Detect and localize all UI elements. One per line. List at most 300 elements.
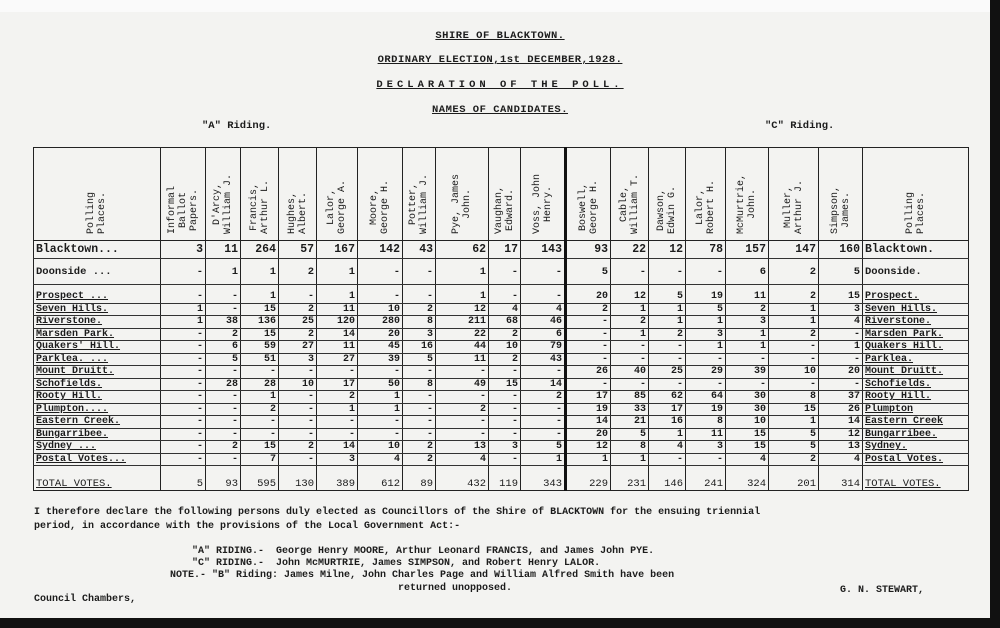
table-row — [34, 428, 969, 441]
vote-count: - — [279, 403, 317, 416]
vote-count: - — [403, 403, 436, 416]
vote-count: - — [206, 403, 241, 416]
vote-count: - — [769, 353, 819, 366]
polling-place-right: Sydney. — [863, 441, 969, 454]
vote-count: 19 — [686, 403, 726, 416]
vote-count: 15 — [726, 441, 769, 454]
column-header — [686, 148, 726, 241]
column-header — [241, 148, 279, 241]
declaration-heading: DECLARATION OF THE POLL. — [376, 79, 624, 91]
vote-count: - — [521, 259, 566, 285]
vote-count: - — [489, 453, 521, 466]
vote-count: 27 — [317, 353, 358, 366]
vote-count: 1 — [611, 328, 649, 341]
vote-count: 12 — [819, 428, 863, 441]
vote-count: 15 — [769, 403, 819, 416]
polling-place: Doonside ... — [34, 259, 161, 285]
column-header-label: D'Arcy, William J. — [212, 173, 234, 234]
column-header — [161, 148, 206, 241]
vote-count: - — [358, 259, 403, 285]
vote-count: - — [161, 391, 206, 404]
vote-count: - — [358, 291, 403, 303]
table-row — [34, 259, 969, 285]
column-header — [34, 148, 161, 241]
vote-count: 143 — [521, 241, 566, 259]
vote-count: 1 — [686, 341, 726, 354]
note-riding-b-line-1: NOTE.- "B" Riding: James Milne, John Charles Page and William Alfred Smith have been — [170, 570, 675, 581]
vote-count: 25 — [649, 366, 686, 379]
riding-c-label: "C" Riding. — [765, 120, 835, 132]
vote-count: - — [206, 366, 241, 379]
vote-count: 6 — [726, 259, 769, 285]
vote-count: 5 — [819, 259, 863, 285]
table-row — [34, 316, 969, 329]
vote-count: - — [279, 366, 317, 379]
vote-count: 8 — [403, 378, 436, 391]
vote-count: - — [726, 353, 769, 366]
vote-count: 2 — [611, 316, 649, 329]
vote-count: 12 — [436, 303, 489, 316]
vote-count: 3 — [819, 303, 863, 316]
election-subtitle: ORDINARY ELECTION,1st DECEMBER,1928. — [377, 54, 623, 66]
vote-count: - — [436, 366, 489, 379]
vote-count: 1 — [317, 291, 358, 303]
vote-count: - — [161, 366, 206, 379]
column-header-label: Muller, Arthur J. — [782, 179, 805, 234]
polling-place-right: Schofields. — [863, 378, 969, 391]
polling-place-right: Quakers Hill. — [863, 341, 969, 354]
polling-place: Riverstone. — [34, 316, 161, 329]
total-row — [34, 472, 969, 491]
vote-count: 85 — [611, 391, 649, 404]
vote-count: 4 — [819, 453, 863, 466]
vote-count: - — [161, 453, 206, 466]
vote-count: - — [566, 316, 611, 329]
vote-count: 14 — [819, 416, 863, 429]
vote-count: 147 — [769, 241, 819, 259]
vote-count: 324 — [726, 472, 769, 491]
candidates-heading: NAMES OF CANDIDATES. — [431, 104, 569, 116]
vote-count: 5 — [566, 259, 611, 285]
column-header — [279, 148, 317, 241]
vote-count: 12 — [649, 241, 686, 259]
vote-count: 10 — [489, 341, 521, 354]
column-header-label: Dawson, Edwin G. — [656, 185, 678, 234]
vote-count: 2 — [403, 303, 436, 316]
vote-count: - — [489, 291, 521, 303]
vote-count: - — [317, 428, 358, 441]
polling-place: Sydney ... — [34, 441, 161, 454]
vote-count: 16 — [649, 416, 686, 429]
vote-count: 1 — [241, 291, 279, 303]
vote-count: 8 — [611, 441, 649, 454]
column-header-label: Lalor, Robert H. — [694, 179, 717, 234]
vote-count: 17 — [566, 391, 611, 404]
polling-place-right: Bungarribee. — [863, 428, 969, 441]
column-header — [863, 148, 969, 241]
column-header-label: Vaughan, Edward. — [493, 185, 516, 234]
vote-count: 93 — [206, 472, 241, 491]
vote-count: - — [649, 378, 686, 391]
vote-count: 49 — [436, 378, 489, 391]
vote-count: 4 — [649, 441, 686, 454]
vote-count: - — [161, 353, 206, 366]
vote-count: 6 — [206, 341, 241, 354]
column-header — [649, 148, 686, 241]
vote-count: 2 — [206, 441, 241, 454]
vote-count: - — [649, 353, 686, 366]
table-row — [34, 291, 969, 303]
vote-count: - — [317, 416, 358, 429]
vote-count: 15 — [241, 303, 279, 316]
vote-count: 30 — [726, 391, 769, 404]
vote-count: - — [611, 259, 649, 285]
vote-count: 25 — [279, 316, 317, 329]
vote-count: - — [403, 366, 436, 379]
vote-count: 11 — [686, 428, 726, 441]
vote-count: - — [649, 341, 686, 354]
table-row — [34, 341, 969, 354]
vote-count: 93 — [566, 241, 611, 259]
vote-count: 7 — [241, 453, 279, 466]
riding-a-label: "A" Riding. — [202, 120, 272, 132]
vote-count: 4 — [436, 453, 489, 466]
column-header — [403, 148, 436, 241]
vote-count: 2 — [241, 403, 279, 416]
polling-place-right: Marsden Park. — [863, 328, 969, 341]
vote-count: 1 — [241, 391, 279, 404]
vote-count: - — [521, 366, 566, 379]
vote-count: 160 — [819, 241, 863, 259]
polling-place: Seven Hills. — [34, 303, 161, 316]
vote-count: 20 — [358, 328, 403, 341]
vote-count: 1 — [161, 303, 206, 316]
vote-count: 89 — [403, 472, 436, 491]
scan-right-edge — [990, 0, 1000, 628]
vote-count: 142 — [358, 241, 403, 259]
vote-count: 1 — [161, 316, 206, 329]
vote-count: 15 — [241, 441, 279, 454]
vote-count: 2 — [726, 303, 769, 316]
vote-count: - — [358, 416, 403, 429]
polling-place-right: Doonside. — [863, 259, 969, 285]
vote-count: 57 — [279, 241, 317, 259]
vote-count: 14 — [317, 328, 358, 341]
vote-count: 2 — [403, 441, 436, 454]
vote-count: 5 — [769, 428, 819, 441]
vote-count: 3 — [686, 328, 726, 341]
vote-count: 10 — [726, 416, 769, 429]
vote-count: 1 — [317, 259, 358, 285]
vote-count: - — [279, 391, 317, 404]
polling-place: Prospect ... — [34, 291, 161, 303]
vote-count: 1 — [241, 259, 279, 285]
vote-count: 8 — [403, 316, 436, 329]
vote-count: 12 — [611, 291, 649, 303]
vote-count: 11 — [726, 291, 769, 303]
column-header-label: Polling Places. — [904, 191, 927, 234]
vote-count: - — [521, 428, 566, 441]
vote-count: 78 — [686, 241, 726, 259]
vote-count: 5 — [206, 353, 241, 366]
vote-count: 26 — [819, 403, 863, 416]
vote-count: - — [279, 453, 317, 466]
vote-count: 2 — [769, 259, 819, 285]
vote-count: - — [241, 416, 279, 429]
vote-count: 46 — [521, 316, 566, 329]
column-header-label: Cable, William T. — [618, 173, 641, 234]
declaration-text-line-2: period, in accordance with the provisions of the Local Government Act:- — [34, 521, 461, 532]
vote-count: 21 — [611, 416, 649, 429]
vote-count: 17 — [489, 241, 521, 259]
vote-count: 1 — [769, 416, 819, 429]
vote-count: 3 — [317, 453, 358, 466]
column-header — [436, 148, 489, 241]
vote-count: 1 — [611, 453, 649, 466]
column-header-label: Pye, James John. — [451, 173, 473, 234]
vote-count: 11 — [317, 341, 358, 354]
vote-count: 26 — [566, 366, 611, 379]
vote-count: 2 — [521, 391, 566, 404]
vote-count: 14 — [566, 416, 611, 429]
vote-count: 1 — [317, 403, 358, 416]
vote-count: 20 — [566, 291, 611, 303]
vote-count: - — [436, 391, 489, 404]
table-row — [34, 441, 969, 454]
vote-count: 27 — [279, 341, 317, 354]
vote-count: - — [358, 428, 403, 441]
vote-count: 4 — [521, 303, 566, 316]
polling-place: Postal Votes... — [34, 453, 161, 466]
vote-count: 59 — [241, 341, 279, 354]
polling-place: Quakers' Hill. — [34, 341, 161, 354]
vote-count: - — [161, 259, 206, 285]
vote-count: 12 — [566, 441, 611, 454]
polling-place-right: Eastern Creek — [863, 416, 969, 429]
vote-count: 1 — [649, 316, 686, 329]
vote-count: 15 — [241, 328, 279, 341]
vote-count: 20 — [819, 366, 863, 379]
vote-count: 5 — [649, 291, 686, 303]
table-row — [34, 378, 969, 391]
polling-place-right: Parklea. — [863, 353, 969, 366]
column-header-label: Simpson, James. — [829, 185, 852, 234]
vote-count: 595 — [241, 472, 279, 491]
vote-count: 3 — [726, 316, 769, 329]
vote-count: 2 — [403, 453, 436, 466]
vote-count: 612 — [358, 472, 403, 491]
vote-count: 2 — [649, 328, 686, 341]
vote-count: 6 — [521, 328, 566, 341]
vote-count: 13 — [819, 441, 863, 454]
vote-count: 10 — [279, 378, 317, 391]
table-row — [34, 416, 969, 429]
vote-count: 1 — [819, 341, 863, 354]
vote-count: - — [819, 328, 863, 341]
vote-count: - — [489, 416, 521, 429]
vote-count: 79 — [521, 341, 566, 354]
vote-count: 1 — [436, 291, 489, 303]
vote-count: 8 — [769, 391, 819, 404]
vote-count: 10 — [769, 366, 819, 379]
vote-count: 343 — [521, 472, 566, 491]
vote-count: 29 — [686, 366, 726, 379]
vote-count: 4 — [358, 453, 403, 466]
table-row — [34, 453, 969, 466]
vote-count: 40 — [611, 366, 649, 379]
vote-count: 44 — [436, 341, 489, 354]
column-header — [769, 148, 819, 241]
vote-count: 2 — [279, 259, 317, 285]
vote-count: - — [317, 366, 358, 379]
vote-count: - — [436, 428, 489, 441]
vote-count: 167 — [317, 241, 358, 259]
table-row — [34, 403, 969, 416]
vote-count: 11 — [206, 241, 241, 259]
vote-count: - — [611, 353, 649, 366]
vote-count: 38 — [206, 316, 241, 329]
vote-count: 157 — [726, 241, 769, 259]
column-header — [611, 148, 649, 241]
polling-place-right: Mount Druitt. — [863, 366, 969, 379]
vote-count: - — [161, 441, 206, 454]
vote-count: 16 — [403, 341, 436, 354]
vote-count: 43 — [521, 353, 566, 366]
column-header-label: Voss, John Henry. — [531, 173, 554, 234]
vote-count: 1 — [686, 316, 726, 329]
vote-count: 19 — [686, 291, 726, 303]
poll-results-table — [33, 147, 969, 491]
vote-count: 17 — [649, 403, 686, 416]
vote-count: - — [161, 416, 206, 429]
vote-count: 62 — [436, 241, 489, 259]
vote-count: 3 — [279, 353, 317, 366]
vote-count: 264 — [241, 241, 279, 259]
vote-count: 20 — [566, 428, 611, 441]
vote-count: 5 — [403, 353, 436, 366]
vote-count: 1 — [436, 259, 489, 285]
vote-count: 64 — [686, 391, 726, 404]
polling-place: Eastern Creek. — [34, 416, 161, 429]
vote-count: 1 — [566, 453, 611, 466]
vote-count: - — [819, 378, 863, 391]
vote-count: - — [241, 428, 279, 441]
vote-count: 1 — [649, 303, 686, 316]
vote-count: - — [436, 416, 489, 429]
vote-count: 2 — [206, 328, 241, 341]
vote-count: - — [566, 328, 611, 341]
vote-count: - — [358, 366, 403, 379]
elected-riding-c: "C" RIDING.- John McMURTRIE, James SIMPSON, and Robert Henry LALOR. — [192, 558, 601, 569]
vote-count: - — [489, 428, 521, 441]
vote-count: - — [521, 403, 566, 416]
table-row — [34, 303, 969, 316]
vote-count: 28 — [206, 378, 241, 391]
vote-count: - — [769, 378, 819, 391]
vote-count: - — [206, 428, 241, 441]
column-header-label: Informal Ballot Papers. — [166, 185, 200, 234]
column-header — [819, 148, 863, 241]
vote-count: 39 — [358, 353, 403, 366]
polling-place-right: Seven Hills. — [863, 303, 969, 316]
vote-count: 15 — [489, 378, 521, 391]
vote-count: 1 — [726, 341, 769, 354]
vote-count: - — [649, 453, 686, 466]
vote-count: 211 — [436, 316, 489, 329]
vote-count: 5 — [521, 441, 566, 454]
vote-count: 1 — [649, 428, 686, 441]
vote-count: 45 — [358, 341, 403, 354]
vote-count: 4 — [489, 303, 521, 316]
vote-count: 17 — [317, 378, 358, 391]
vote-count: - — [403, 416, 436, 429]
vote-count: 5 — [611, 428, 649, 441]
polling-place-right: Riverstone. — [863, 316, 969, 329]
vote-count: 15 — [726, 428, 769, 441]
table-row — [34, 366, 969, 379]
column-header — [521, 148, 566, 241]
vote-count: - — [686, 378, 726, 391]
vote-count: - — [566, 378, 611, 391]
polling-place: Rooty Hill. — [34, 391, 161, 404]
vote-count: 3 — [161, 241, 206, 259]
column-header — [206, 148, 241, 241]
vote-count: - — [161, 328, 206, 341]
polling-place: Parklea. ... — [34, 353, 161, 366]
vote-count: - — [819, 353, 863, 366]
vote-count: 5 — [686, 303, 726, 316]
vote-count: 4 — [819, 316, 863, 329]
vote-count: 14 — [521, 378, 566, 391]
column-header-label: Potter, William J. — [408, 173, 430, 234]
vote-count: - — [403, 291, 436, 303]
vote-count: 8 — [686, 416, 726, 429]
vote-count: 39 — [726, 366, 769, 379]
vote-count: 30 — [726, 403, 769, 416]
vote-count: 2 — [769, 453, 819, 466]
vote-count: - — [489, 259, 521, 285]
table-row — [34, 328, 969, 341]
vote-count: 120 — [317, 316, 358, 329]
column-header — [358, 148, 403, 241]
vote-count: 1 — [726, 328, 769, 341]
table-row — [34, 241, 969, 259]
vote-count: 136 — [241, 316, 279, 329]
vote-count: - — [686, 259, 726, 285]
vote-count: 22 — [611, 241, 649, 259]
vote-count: - — [489, 403, 521, 416]
vote-count: - — [206, 416, 241, 429]
vote-count: - — [161, 378, 206, 391]
note-riding-b-line-2: returned unopposed. — [398, 583, 513, 594]
table-row — [34, 391, 969, 404]
vote-count: 231 — [611, 472, 649, 491]
vote-count: - — [726, 378, 769, 391]
vote-count: 19 — [566, 403, 611, 416]
table-row — [34, 353, 969, 366]
polling-place: Mount Druitt. — [34, 366, 161, 379]
table-header-row — [34, 148, 969, 241]
vote-count: 33 — [611, 403, 649, 416]
vote-count: 229 — [566, 472, 611, 491]
vote-count: 5 — [161, 472, 206, 491]
vote-count: - — [489, 366, 521, 379]
vote-count: - — [489, 391, 521, 404]
vote-count: - — [521, 416, 566, 429]
vote-count: 43 — [403, 241, 436, 259]
vote-count: - — [206, 303, 241, 316]
column-header — [726, 148, 769, 241]
